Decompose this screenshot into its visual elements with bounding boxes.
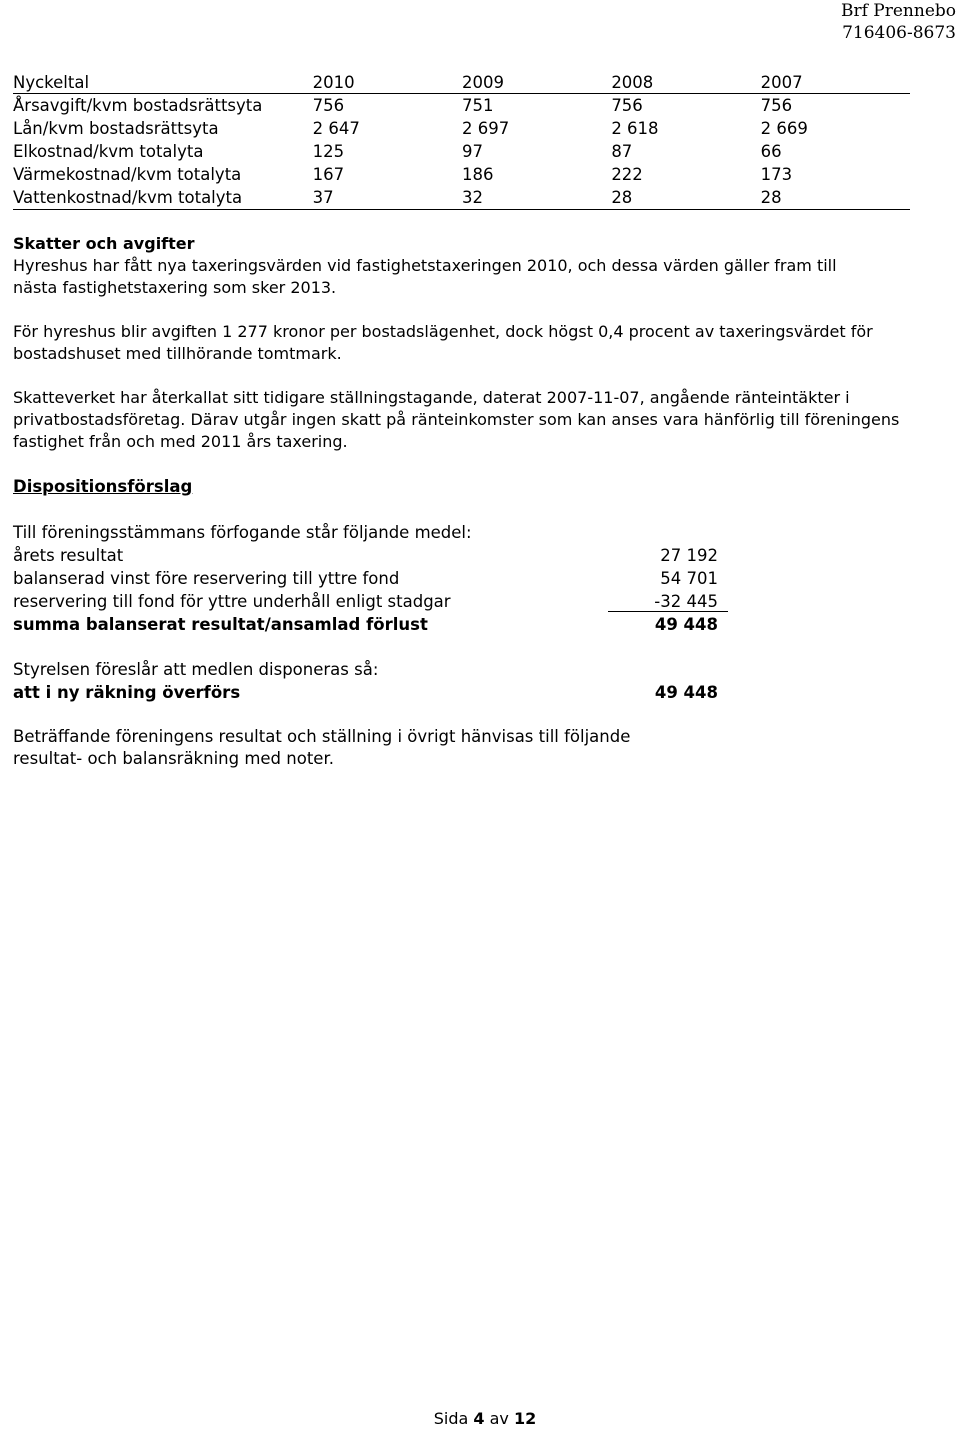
- row-value: 2 618: [611, 119, 659, 138]
- row-value: 173: [760, 165, 793, 184]
- proposal-intro: [13, 658, 718, 681]
- disposition-line: [13, 590, 718, 613]
- row-value: 37: [312, 188, 334, 207]
- row-label: Årsavgift/kvm bostadsrättsyta: [13, 96, 263, 115]
- row-label: Vattenkostnad/kvm totalyta: [13, 188, 243, 207]
- key-figures-header-row: [13, 71, 910, 94]
- table-row: [13, 117, 910, 140]
- row-label: Värmekostnad/kvm totalyta: [13, 165, 242, 184]
- disposition-intro: [13, 521, 718, 544]
- line-amount: 27 192: [660, 546, 718, 565]
- row-value: 28: [760, 188, 782, 207]
- year-header: 2008: [611, 73, 654, 92]
- row-value: 222: [611, 165, 643, 184]
- key-figures-label-header: Nyckeltal: [13, 73, 90, 92]
- row-value: 66: [760, 142, 782, 161]
- page-prefix: Sida: [433, 1409, 469, 1428]
- table-row: [13, 186, 910, 209]
- carry-forward-amount: 49 448: [654, 683, 718, 702]
- row-value: 32: [461, 188, 483, 207]
- row-value: 751: [461, 96, 494, 115]
- row-value: 756: [611, 96, 643, 115]
- taxes-paragraph-1: Hyreshus har fått nya taxeringsvärden vid fastighetstaxeringen 2010, och dessa värden gäller fram till nästa fastighetstaxering som sker 2013.: [13, 256, 837, 297]
- line-label: balanserad vinst före reservering till yttre fond: [13, 569, 400, 588]
- year-header: 2010: [312, 73, 355, 92]
- page-footer: [0, 1408, 960, 1430]
- org-number: 716406-8673: [842, 23, 956, 43]
- taxes-paragraph-3: Skatteverket har återkallat sitt tidigare ställningstagande, daterat 2007-11-07, angående ränteintäkter i privatbostadsföretag. Därav utgår ingen skatt på ränteinkomster som kan anses vara hänförlig till föreningens fastighet från och med 2011 års taxering.: [13, 388, 900, 451]
- table-row: [13, 163, 910, 186]
- closing-text-1: Beträffande föreningens resultat och ställning i övrigt hänvisas till följande: [13, 727, 631, 746]
- total-amount: 49 448: [654, 615, 718, 634]
- row-value: 125: [312, 142, 345, 161]
- carry-forward-label: att i ny räkning överförs: [13, 683, 241, 702]
- disposition-title: Dispositionsförslag: [13, 477, 193, 496]
- key-figures-table: [13, 71, 910, 210]
- table-row: [13, 94, 910, 117]
- page-total: 12: [514, 1409, 537, 1428]
- line-amount: 54 701: [660, 569, 718, 588]
- taxes-title: Skatter och avgifter: [13, 234, 195, 253]
- closing-text-2: resultat- och balansräkning med noter.: [13, 749, 334, 768]
- row-label: Lån/kvm bostadsrättsyta: [13, 119, 219, 138]
- page-number: 4: [473, 1409, 485, 1428]
- year-header: 2007: [760, 73, 803, 92]
- row-value: 756: [312, 96, 345, 115]
- closing-line-2: [13, 747, 813, 770]
- row-value: 87: [611, 142, 633, 161]
- key-figures-body: [13, 94, 910, 210]
- row-value: 2 669: [760, 119, 808, 138]
- total-label: summa balanserat resultat/ansamlad förlust: [13, 615, 428, 634]
- disposition-total: [13, 613, 718, 636]
- line-label: årets resultat: [13, 546, 124, 565]
- row-value: 756: [760, 96, 793, 115]
- year-header: 2009: [461, 73, 504, 92]
- carry-forward-line: [13, 681, 718, 704]
- disposition-intro-text: Till föreningsstämmans förfogande står följande medel:: [13, 523, 472, 542]
- page-header: [841, 0, 956, 44]
- disposition-line: [13, 544, 718, 567]
- page-separator: av: [489, 1409, 509, 1428]
- closing-line-1: [13, 725, 813, 748]
- taxes-section: [13, 233, 948, 299]
- line-amount: -32 445: [654, 592, 718, 611]
- row-value: 2 697: [461, 119, 510, 138]
- line-label: reservering till fond för yttre underhåll enligt stadgar: [13, 592, 451, 611]
- proposal-intro-text: Styrelsen föreslår att medlen disponeras så:: [13, 660, 379, 679]
- row-value: 2 647: [312, 119, 360, 138]
- row-value: 28: [611, 188, 633, 207]
- row-value: 167: [312, 165, 345, 184]
- disposition-line: [13, 567, 718, 590]
- table-row: [13, 140, 910, 163]
- taxes-paragraph-2: För hyreshus blir avgiften 1 277 kronor per bostadslägenhet, dock högst 0,4 procent av taxeringsvärdet för bostadshuset med tillhörande tomtmark.: [13, 322, 873, 363]
- sum-rule: [608, 611, 728, 612]
- row-label: Elkostnad/kvm totalyta: [13, 142, 204, 161]
- org-name: Brf Prennebo: [840, 1, 956, 21]
- row-value: 186: [461, 165, 494, 184]
- row-value: 97: [461, 142, 483, 161]
